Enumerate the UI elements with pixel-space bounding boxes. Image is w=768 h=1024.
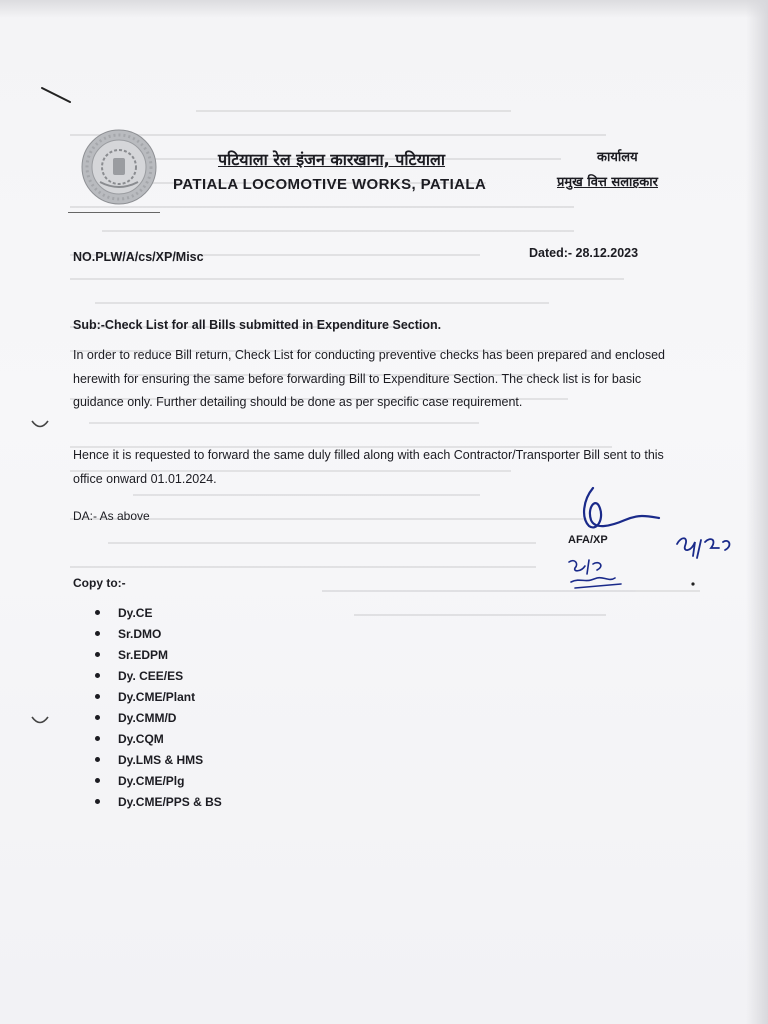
copy-to-heading: Copy to:-	[73, 576, 126, 590]
bullet-icon	[95, 610, 100, 615]
signatory-designation: AFA/XP	[568, 534, 608, 546]
body-paragraph-1: In order to reduce Bill return, Check List for conducting preventive checks has been prepared and enclosed herewith for ensuring the same before forwarding Bill to Expenditure Section. The check list is for basic guidance only. Further detailing should be done as per specific case requirement.	[73, 348, 666, 409]
bullet-icon	[95, 694, 100, 699]
bullet-icon	[95, 778, 100, 783]
reference-number: NO.PLW/A/cs/XP/Misc	[73, 250, 204, 264]
list-item: Dy.CME/PPS & BS	[95, 792, 222, 813]
copy-to-list	[95, 603, 222, 813]
office-sub-label-hindi: प्रमुख वित्त सलाहकार	[557, 175, 658, 190]
list-item: Sr.EDPM	[95, 645, 222, 666]
list-item: Dy.LMS & HMS	[95, 750, 222, 771]
bullet-icon	[95, 652, 100, 657]
letterhead-hindi-title: पटियाला रेल इंजन कारखाना, पटियाला	[218, 150, 446, 169]
list-item: Dy. CEE/ES	[95, 666, 222, 687]
list-item: Dy.CQM	[95, 729, 222, 750]
bullet-icon	[95, 736, 100, 741]
bullet-icon	[95, 631, 100, 636]
bullet-icon	[95, 673, 100, 678]
list-item: Sr.DMO	[95, 624, 222, 645]
bullet-icon	[95, 757, 100, 762]
office-label-hindi: कार्यालय	[597, 150, 638, 165]
enclosure-note: DA:- As above	[73, 509, 150, 523]
letterhead-english-title: PATIALA LOCOMOTIVE WORKS, PATIALA	[173, 176, 487, 193]
body-paragraph-2: Hence it is requested to forward the same duly filled along with each Contractor/Transporter Bill sent to this office onward 01.01.2024.	[73, 448, 664, 486]
bullet-icon	[95, 715, 100, 720]
pen-mark-scribble	[40, 84, 76, 106]
subject-line: Sub:-Check List for all Bills submitted in Expenditure Section.	[73, 318, 442, 332]
letter-date: Dated:- 28.12.2023	[529, 246, 639, 260]
list-item: Dy.CME/Plant	[95, 687, 222, 708]
list-item: Dy.CMM/D	[95, 708, 222, 729]
page-top-shadow	[0, 0, 768, 18]
list-item: Dy.CE	[95, 603, 222, 624]
list-item: Dy.CME/Plg	[95, 771, 222, 792]
letterhead-divider	[68, 212, 160, 213]
punch-hole-mark	[30, 714, 50, 728]
page-right-shadow	[746, 0, 768, 1024]
bullet-icon	[95, 799, 100, 804]
punch-hole-mark	[30, 418, 50, 432]
indian-railways-emblem-icon	[80, 128, 158, 206]
